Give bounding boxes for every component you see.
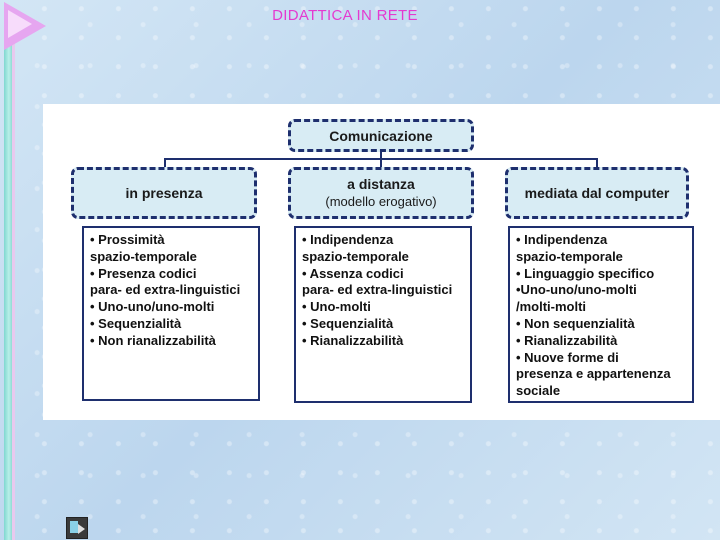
root-node-label: Comunicazione <box>329 127 433 144</box>
detail-line: /molti-molti <box>516 299 587 315</box>
detail-line: • Non rianalizzabilità <box>90 332 216 348</box>
category-label: in presenza <box>125 185 203 201</box>
detail-line: • Sequenzialità <box>90 315 182 331</box>
detail-line: • Rianalizzabilità <box>302 332 404 348</box>
detail-line: • Indipendenza <box>302 232 394 247</box>
category-mediata-dal-computer <box>505 167 689 219</box>
detail-line: • Sequenzialità <box>302 315 394 331</box>
category-a-distanza <box>288 167 474 219</box>
detail-line: sociale <box>516 383 561 399</box>
detail-line: • Linguaggio specifico <box>516 265 655 281</box>
slide-title: DIDATTICA IN RETE <box>272 7 418 24</box>
detail-line: para- ed extra-linguistici <box>302 282 453 298</box>
detail-line: • Non sequenzialità <box>516 315 635 331</box>
detail-line: • Nuove forme di <box>516 349 619 365</box>
navigation-return-icon[interactable] <box>66 517 88 539</box>
detail-line: • Assenza codici <box>302 265 404 281</box>
detail-line: • Uno-molti <box>302 299 371 315</box>
detail-line: spazio-temporale <box>90 248 197 264</box>
category-subtitle: (modello erogativo) <box>325 194 437 209</box>
detail-line: • Rianalizzabilità <box>516 332 618 348</box>
left-decorative-bar <box>4 40 12 540</box>
category-label: mediata dal computer <box>524 185 670 201</box>
detail-line: • Indipendenza <box>516 232 608 247</box>
detail-line: spazio-temporale <box>516 248 623 264</box>
category-in-presenza <box>71 167 257 219</box>
detail-line: presenza e appartenenza <box>516 366 671 382</box>
detail-line: para- ed extra-linguistici <box>90 282 241 298</box>
detail-line: spazio-temporale <box>302 248 409 264</box>
detail-line: •Uno-uno/uno-molti <box>516 282 637 298</box>
detail-line: • Prossimità <box>90 232 165 247</box>
category-label: a distanza <box>347 176 415 192</box>
detail-box-mediata-dal-computer <box>508 226 694 403</box>
left-decorative-stripe <box>12 40 15 540</box>
root-node <box>288 119 474 152</box>
detail-line: • Presenza codici <box>90 265 197 281</box>
detail-line: • Uno-uno/uno-molti <box>90 299 215 315</box>
detail-box-in-presenza <box>82 226 260 401</box>
detail-box-a-distanza <box>294 226 472 403</box>
